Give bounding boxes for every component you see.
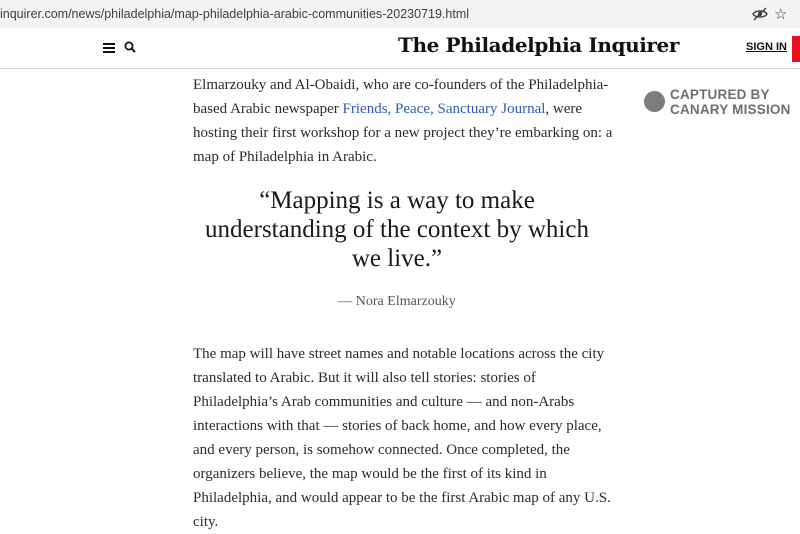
watermark-line-1: CAPTURED BY <box>670 87 770 102</box>
article-paragraph-1: Elmarzouky and Al-Obaidi, who are co-founders of the Philadelphia-based Arabic newspaper Friends, Peace, Sanctuary Journal, were hosting their first workshop for a new project they’re embarking on: a map of Philadelphia in Arabic. <box>193 77 613 165</box>
pull-quote: “Mapping is a way to make understanding of the context by which we live.” <box>205 187 589 272</box>
search-icon[interactable] <box>124 41 136 53</box>
article-paragraph-2: The map will have street names and notable locations across the city translated to Arabic. But it will also tell stories: stories of Philadelphia’s Arab communities and culture — and non-Arabs interactions with that — stories of back home, and how every place, and every person, is somehow connected. Once completed, the organizers believe, the map would be the first of its kind in Philadelphia, and would appear to be the first Arabic map of any U.S. city. <box>193 346 611 530</box>
site-header <box>0 28 800 69</box>
eye-off-icon[interactable] <box>752 6 768 22</box>
star-icon[interactable]: ☆ <box>774 5 788 23</box>
watermark-line-2: CANARY MISSION <box>670 102 791 117</box>
url-text[interactable]: inquirer.com/news/philadelphia/map-philadelphia-arabic-communities-20230719.html <box>0 7 470 21</box>
canary-logo-icon <box>644 91 665 112</box>
newspaper-link[interactable]: Friends, Peace, Sanctuary Journal <box>342 101 546 117</box>
quote-attribution: — Nora Elmarzouky <box>338 294 456 309</box>
accent-bar <box>792 36 800 62</box>
browser-address-bar[interactable] <box>0 0 800 29</box>
sign-in-link[interactable]: SIGN IN <box>746 41 787 53</box>
menu-icon[interactable] <box>103 43 115 53</box>
site-logo[interactable]: The Philadelphia Inquirer <box>398 33 680 57</box>
